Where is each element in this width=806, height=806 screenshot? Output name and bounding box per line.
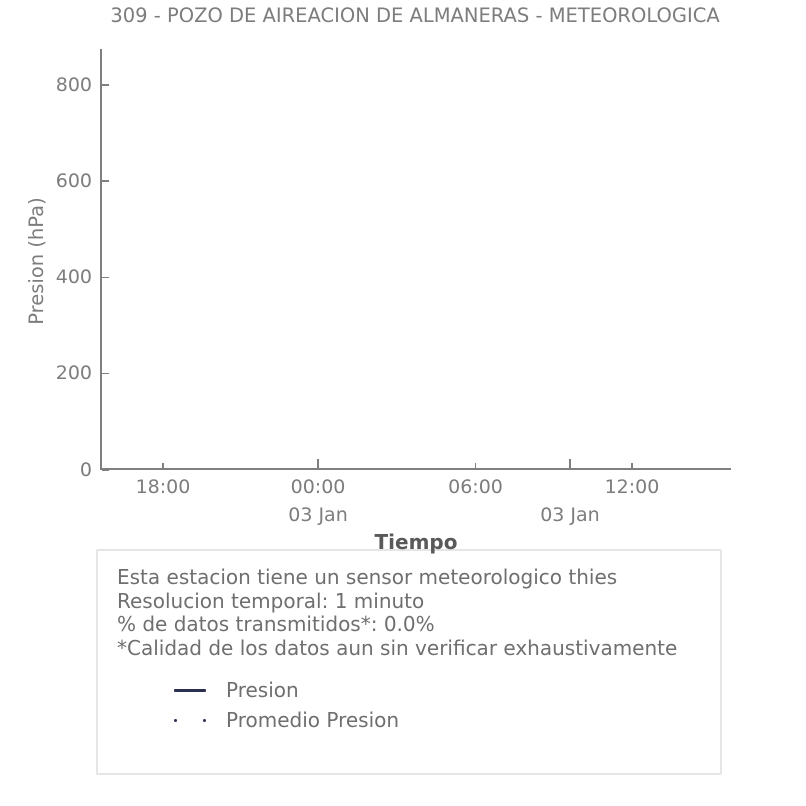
x-tick-mark	[475, 463, 477, 468]
x-date-tick-mark	[569, 459, 571, 468]
x-tick-label: 00:00	[290, 476, 346, 498]
y-tick-label: 0	[79, 458, 92, 481]
station-info-box	[96, 549, 722, 775]
legend-item-promedio-presion	[174, 705, 720, 735]
legend	[174, 675, 720, 735]
y-tick-mark	[102, 469, 109, 471]
y-tick-label: 800	[55, 73, 92, 96]
dot-sample	[174, 719, 177, 722]
x-axis-label: Tiempo	[374, 530, 458, 554]
x-date-tick-mark	[317, 459, 319, 468]
legend-label-presion: Presion	[226, 678, 299, 703]
legend-item-presion	[174, 675, 720, 705]
x-tick-label: 18:00	[135, 476, 191, 498]
x-date-label: 03 Jan	[540, 504, 600, 526]
info-line: Resolucion temporal: 1 minuto	[117, 588, 425, 613]
y-tick-label: 400	[55, 266, 92, 289]
y-tick-mark	[102, 373, 109, 375]
solid-line-swatch	[174, 685, 206, 695]
x-tick-label: 06:00	[448, 476, 503, 498]
info-line: *Calidad de los datos aun sin verificar exhaustivamente	[117, 635, 678, 660]
chart-title: 309 - POZO DE AIREACION DE ALMANERAS - METEOROLOGICA	[110, 4, 720, 27]
info-line: Esta estacion tiene un sensor meteorologico thies	[117, 565, 618, 589]
solid-line-sample	[174, 689, 206, 692]
plot-area	[55, 49, 731, 526]
x-tick-mark	[162, 463, 164, 468]
y-tick-label: 600	[55, 169, 92, 192]
x-date-label: 03 Jan	[288, 504, 348, 526]
legend-label-promedio-presion: Promedio Presion	[226, 708, 400, 733]
y-tick-label: 200	[55, 362, 92, 385]
dot-sample	[203, 719, 206, 722]
x-tick-mark	[631, 463, 633, 468]
x-axis-spine	[100, 468, 731, 470]
y-tick-mark	[102, 180, 109, 182]
dotted-line-swatch	[174, 715, 206, 725]
x-tick-label: 12:00	[604, 476, 660, 498]
y-tick-mark	[102, 84, 109, 86]
y-tick-mark	[102, 277, 109, 279]
station-info-text	[117, 566, 720, 660]
info-line: % de datos transmitidos*: 0.0%	[117, 612, 435, 637]
y-axis-spine	[100, 49, 102, 470]
y-axis-label: Presion (hPa)	[25, 197, 48, 325]
